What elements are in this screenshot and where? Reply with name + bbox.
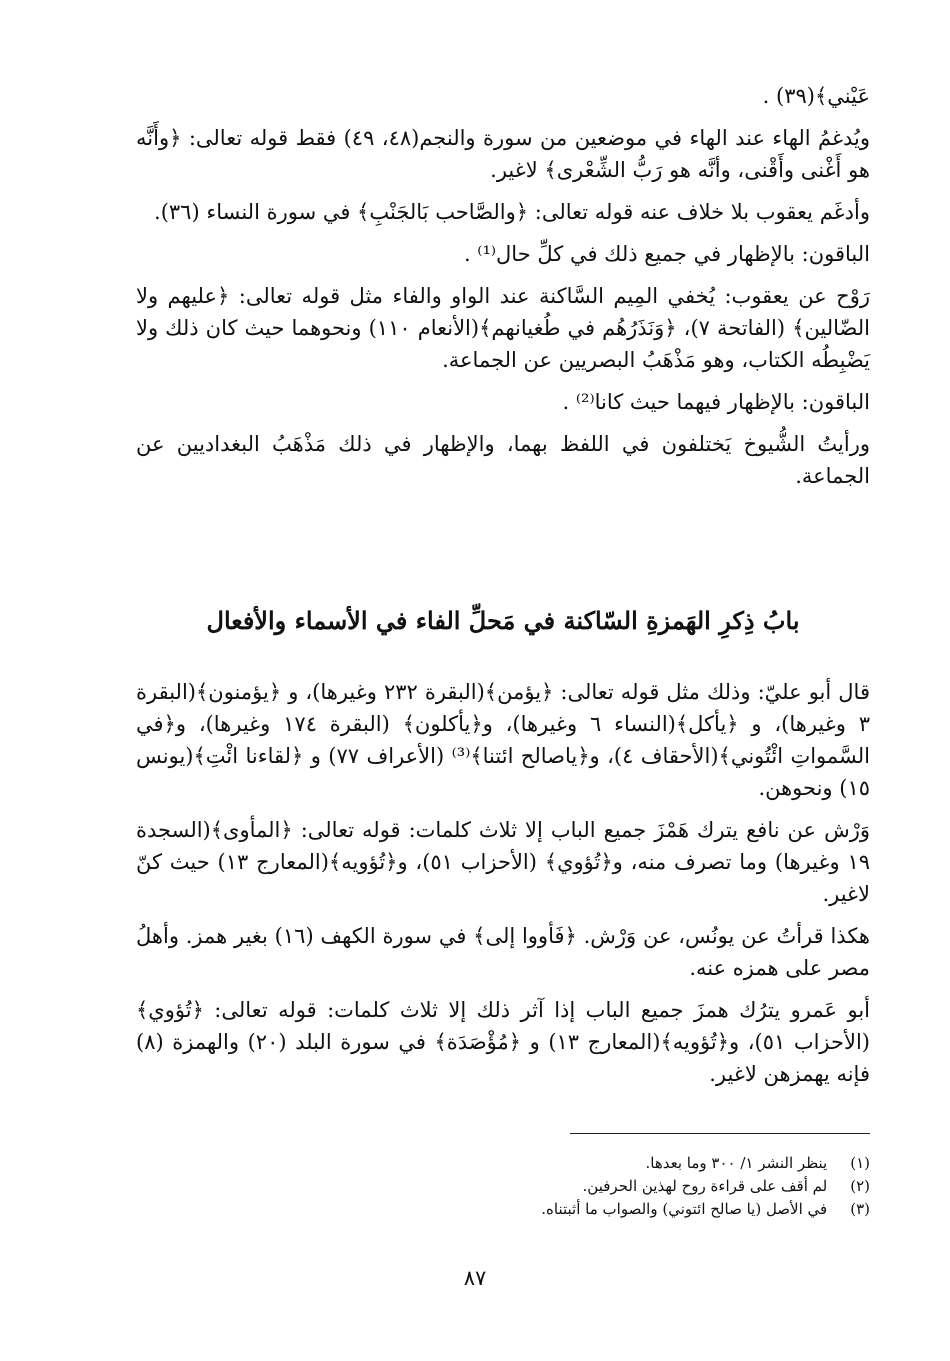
paragraph-2: ويُدغمُ الهاء عند الهاء في موضعين من سورة والنجم(٤٨، ٤٩) فقط قوله تعالى: ﴿وأَنَّه هو أَغْنى وأَقْنى، وأنَّه هو رَبُّ الشِّعْرى﴾ لاغير. (136, 126, 871, 182)
section-paragraph-3: هكذا قرأتُ عن يونُس، عن وَرْش. ﴿فَأووا إلى﴾ في سورة الكهف (١٦) بغير همز. وأهلُ مصر على همزه عنه. (136, 924, 870, 980)
section-heading: بابُ ذِكرِ الهَمزةِ السّاكنة في مَحلِّ الفاء في الأسماء والأفعال (206, 606, 800, 635)
footnote-number: (٢) (850, 1177, 870, 1195)
footnote-text: لم أقف على قراءة روح لهذين الحرفين. (582, 1177, 828, 1195)
footnotes (136, 1152, 870, 1221)
footnote-divider (570, 1133, 870, 1134)
section-paragraph-1: قال أبو عليّ: وذلك مثل قوله تعالى: ﴿يؤمن﴾(البقرة ٢٣٢ وغيرها)، و ﴿يؤمنون﴾(البقرة ٣ وغيرها)، و ﴿يأكل﴾(النساء ٦ وغيرها)، و﴿يأكلون﴾ (البقرة ١٧٤ وغيرها)، و﴿في السَّمواتِ ائْتُوني﴾(الأحقاف ٤)، و﴿ياصالح ائتنا﴾⁽³⁾ (الأعراف ٧٧) و ﴿لقاءنا ائْتِ﴾(يونس ١٥) ونحوهن. (136, 680, 871, 800)
footnote-2 (136, 1175, 870, 1197)
footnote-number: (١) (850, 1154, 870, 1172)
paragraph-5: رَوْح عن يعقوب: يُخفي المِيم السَّاكنة عند الواو والفاء مثل قوله تعالى: ﴿عليهم ولا الضّالين﴾ (الفاتحة ٧)، ﴿وَنَذَرُهُم في طُغيانهم﴾(الأنعام ١١٠) ونحوهما حيث كان ذلك ولا يَضْبِطُه الكتاب، وهو مَذْهَبُ البصريين عن الجماعة. (136, 284, 871, 372)
page-number: ٨٧ (463, 1266, 487, 1290)
section-heading-container (136, 604, 870, 638)
section-paragraph-4: أبو عَمرو يترُك همزَ جميع الباب إذا آثر ذلك إلا ثلاث كلمات: قوله تعالى: ﴿تُؤوي﴾(الأحزاب ٥١)، و﴿تُؤويه﴾(المعارج ١٣) و ﴿مُؤْصَدَة﴾ في سورة البلد (٢٠) والهمزة (٨) فإنه يهمزهن لاغير. (136, 998, 870, 1086)
paragraph-1: عَيْني﴾(٣٩) . (762, 84, 870, 108)
footnote-3 (136, 1198, 870, 1220)
footnote-text: ينظر النشر ١/ ٣٠٠ وما بعدها. (645, 1154, 828, 1172)
paragraph-4: الباقون: بالإظهار في جميع ذلك في كلِّ حال⁽¹⁾ . (463, 242, 870, 266)
paragraph-6: الباقون: بالإظهار فيهما حيث كانا⁽²⁾ . (562, 390, 870, 414)
section-body (136, 676, 870, 1100)
footnote-text: في الأصل (يا صالح ائتوني) والصواب ما أثبتناه. (541, 1200, 828, 1218)
section-paragraph-2: وَرْش عن نافع يترك هَمْزَ جميع الباب إلا ثلاث كلمات: قوله تعالى: ﴿المأوى﴾(السجدة ١٩ وغيرها) وما تصرف منه، و﴿تُؤوي﴾ (الأحزاب ٥١)، و﴿تُؤويه﴾(المعارج ١٣) حيث كنّ لاغير. (136, 818, 870, 906)
body-text (136, 80, 870, 502)
paragraph-7: ورأيتُ الشُّيوخ يَختلفون في اللفظ بهما، والإظهار في ذلك مَذْهَبُ البغداديين عن الجماعة. (136, 432, 870, 488)
footnote-number: (٣) (850, 1200, 870, 1218)
paragraph-3: وأدغَم يعقوب بلا خلاف عنه قوله تعالى: ﴿والصَّاحب بَالجَنْبِ﴾ في سورة النساء (٣٦). (154, 200, 870, 224)
footnote-1 (136, 1152, 870, 1174)
